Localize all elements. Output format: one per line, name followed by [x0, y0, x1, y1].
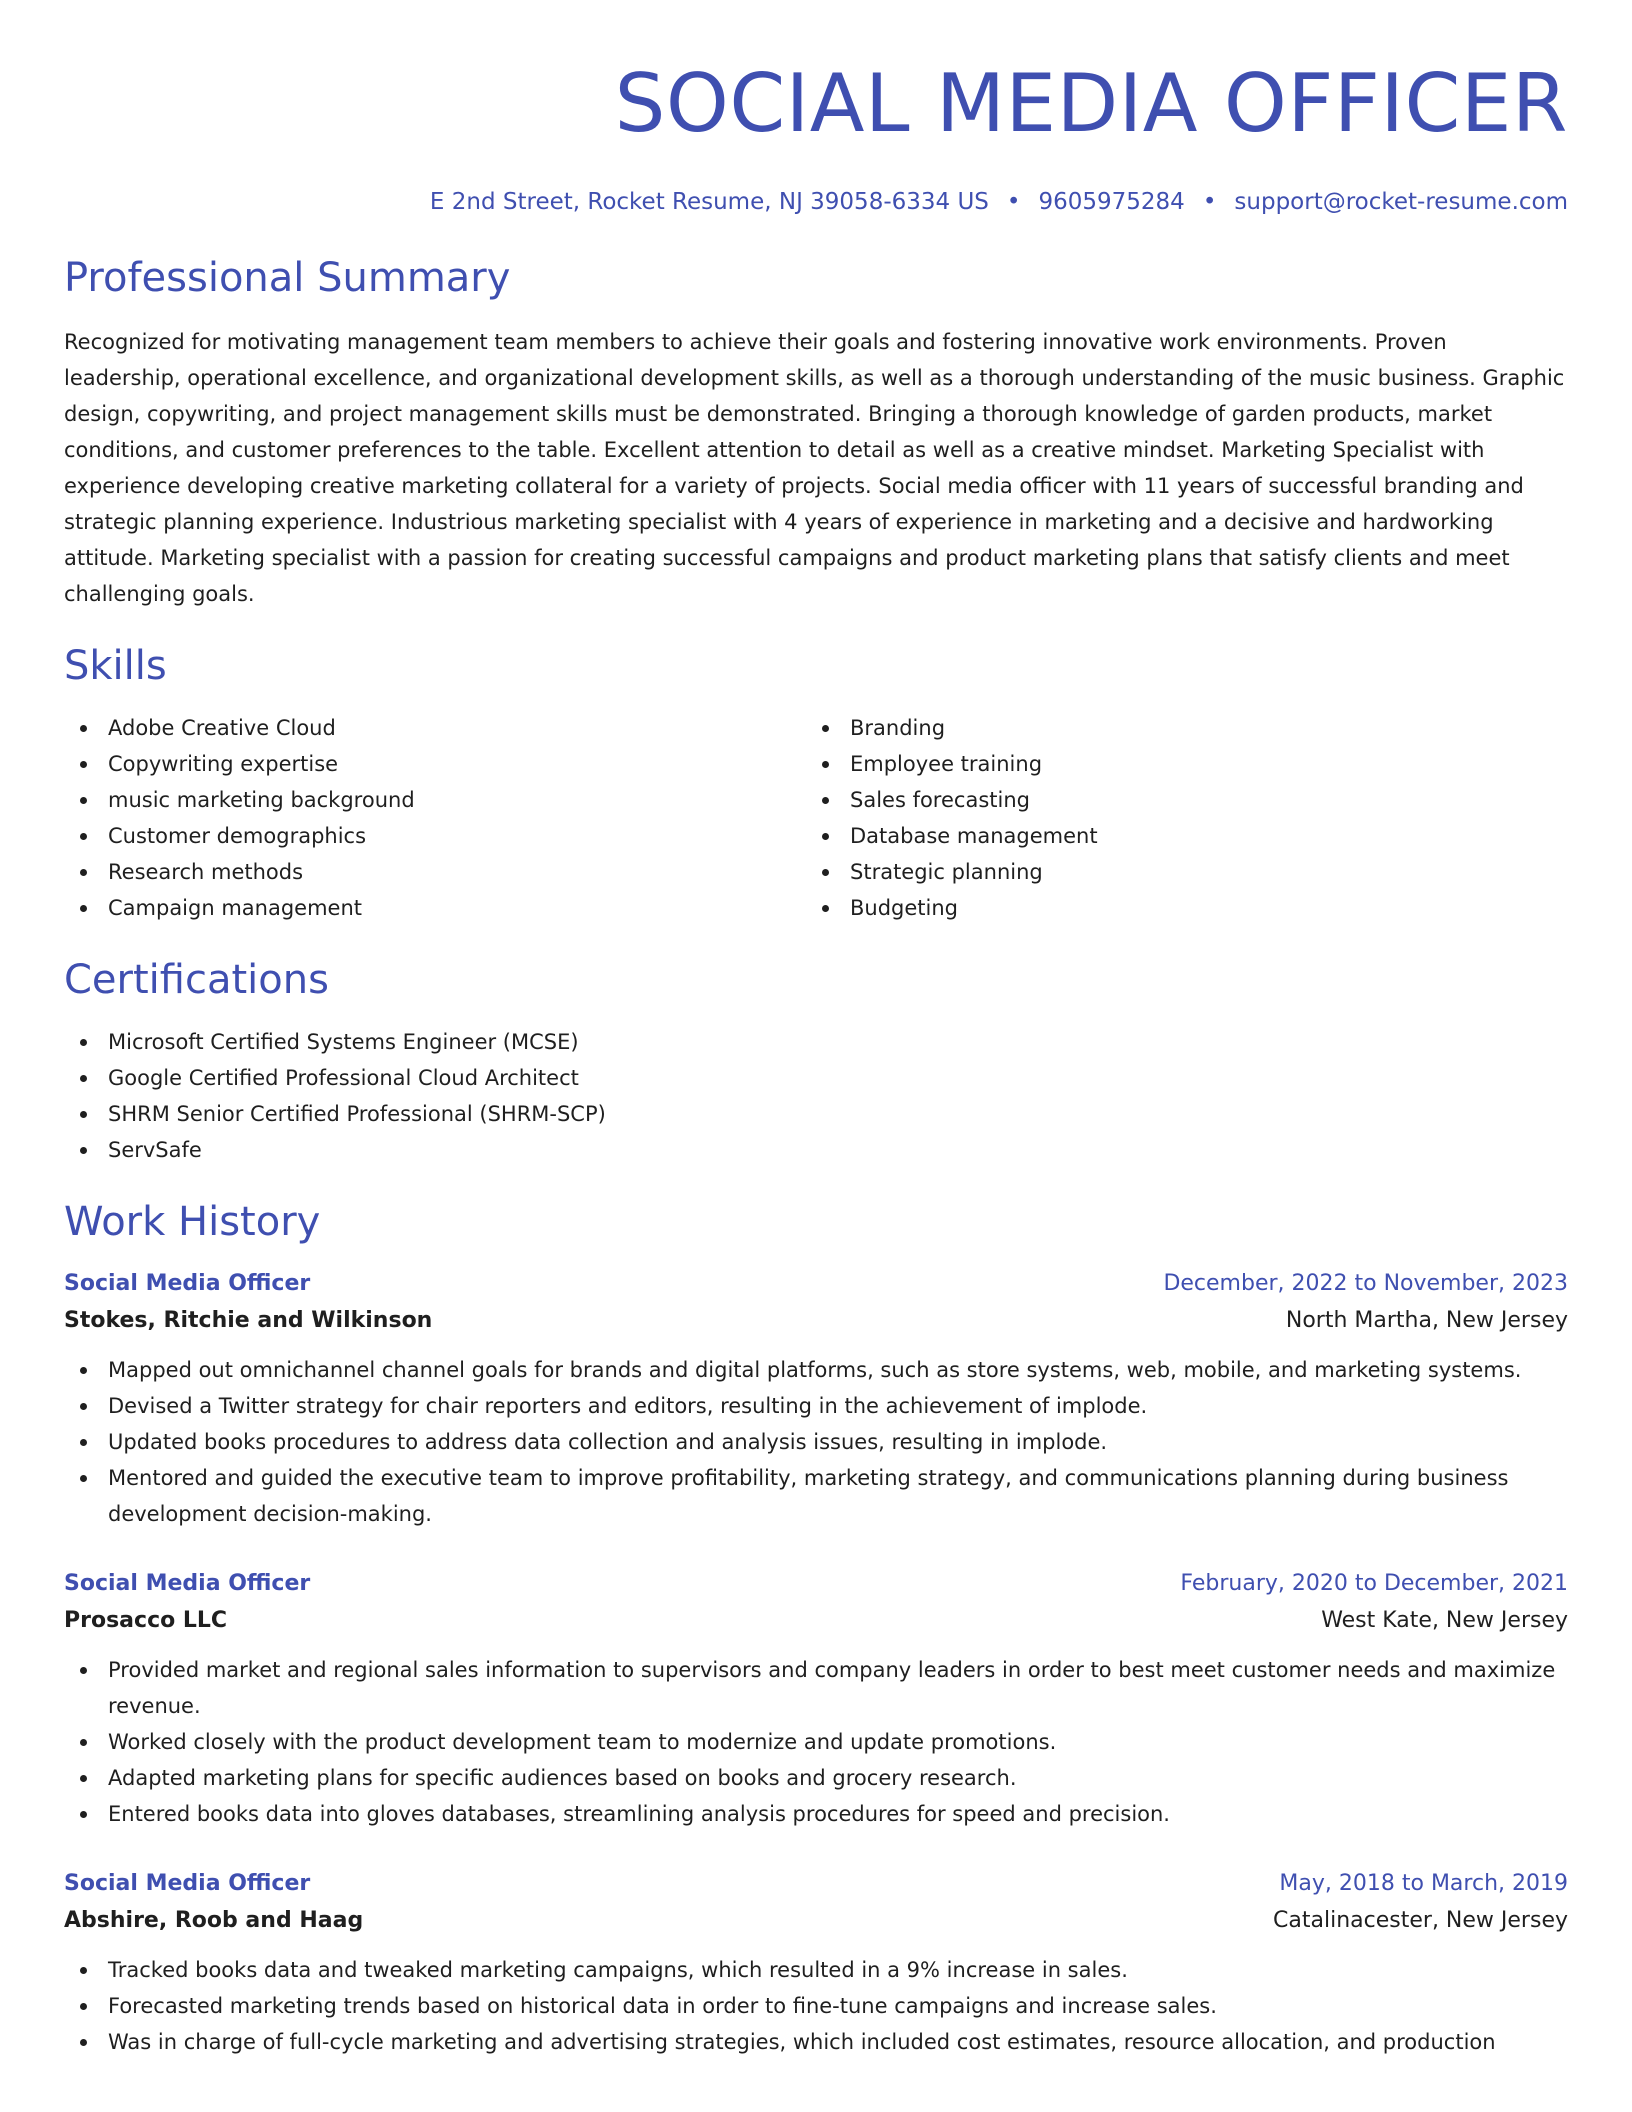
page-title: SOCIAL MEDIA OFFICER	[614, 57, 1568, 150]
job-bullet: Devised a Twitter strategy for chair reporters and editors, resulting in the achievement of implode.	[64, 1388, 1568, 1424]
job-company-row	[64, 1902, 1568, 1940]
skill-item: Copywriting expertise	[64, 746, 806, 782]
contact-separator: •	[1202, 189, 1217, 215]
job-company: Abshire, Roob and Haag	[64, 1908, 364, 1933]
job-dates: May, 2018 to March, 2019	[1279, 1871, 1568, 1896]
certifications-section	[64, 956, 1568, 1168]
job-company: Prosacco LLC	[64, 1608, 228, 1633]
job-bullet: Updated books procedures to address data collection and analysis issues, resulting in implode.	[64, 1424, 1568, 1460]
job-title: Social Media Officer	[64, 1571, 311, 1596]
certifications-list	[64, 1024, 1568, 1168]
job-entry	[64, 1866, 1568, 2060]
skills-right-column	[806, 710, 1548, 926]
job-title: Social Media Officer	[64, 1871, 311, 1896]
skill-item: Strategic planning	[806, 854, 1548, 890]
job-dates: February, 2020 to December, 2021	[1180, 1571, 1568, 1596]
skill-item: Branding	[806, 710, 1548, 746]
skills-heading: Skills	[64, 643, 167, 689]
skill-item: Employee training	[806, 746, 1548, 782]
job-bullets	[64, 1352, 1568, 1532]
job-location: North Martha, New Jersey	[1285, 1308, 1568, 1333]
job-entry	[64, 1266, 1568, 1532]
job-bullet: Worked closely with the product development team to modernize and update promotions.	[64, 1724, 1568, 1760]
skills-left-column	[64, 710, 806, 926]
job-company: Stokes, Ritchie and Wilkinson	[64, 1308, 433, 1333]
certification-item: ServSafe	[64, 1132, 1568, 1168]
skill-item: Customer demographics	[64, 818, 806, 854]
certification-item: SHRM Senior Certified Professional (SHRM-SCP)	[64, 1096, 1568, 1132]
skill-item: Research methods	[64, 854, 806, 890]
job-bullet: Tracked books data and tweaked marketing campaigns, which resulted in a 9% increase in sales.	[64, 1952, 1568, 1988]
job-entry	[64, 1566, 1568, 1832]
certification-item: Google Certified Professional Cloud Architect	[64, 1060, 1568, 1096]
job-title: Social Media Officer	[64, 1271, 311, 1296]
skill-item: Database management	[806, 818, 1548, 854]
job-location: West Kate, New Jersey	[1321, 1608, 1568, 1633]
job-bullets	[64, 1952, 1568, 2060]
contact-email: support@rocket-resume.com	[1234, 189, 1568, 215]
certifications-heading: Certifications	[64, 957, 329, 1003]
job-title-row	[64, 1866, 1568, 1902]
contact-address: E 2nd Street, Rocket Resume, NJ 39058-6334 US	[429, 189, 989, 215]
job-bullet: Adapted marketing plans for specific audiences based on books and grocery research.	[64, 1760, 1568, 1796]
skills-grid	[64, 710, 1568, 926]
skill-item: Budgeting	[806, 890, 1548, 926]
contact-separator: •	[1006, 189, 1021, 215]
job-company-row	[64, 1302, 1568, 1340]
work-history-heading: Work History	[64, 1199, 321, 1245]
contact-line	[64, 188, 1568, 216]
certification-item: Microsoft Certified Systems Engineer (MCSE)	[64, 1024, 1568, 1060]
summary-heading: Professional Summary	[64, 255, 511, 301]
job-title-row	[64, 1566, 1568, 1602]
skill-item: music marketing background	[64, 782, 806, 818]
job-bullet: Was in charge of full-cycle marketing and advertising strategies, which included cost estimates, resource allocation, and production	[64, 2024, 1568, 2060]
summary-text: Recognized for motivating management team members to achieve their goals and fostering innovative work environments. Proven leadership, operational excellence, and organizational development skills, as well as a thorough understanding of the music business. Graphic design, copywriting, and project management skills must be demonstrated. Bringing a thorough knowledge of garden products, market conditions, and customer preferences to the table. Excellent attention to detail as well as a creative mindset. Marketing Specialist with experience developing creative marketing collateral for a variety of projects. Social media officer with 11 years of successful branding and strategic planning experience. Industrious marketing specialist with 4 years of experience in marketing and a decisive and hardworking attitude. Marketing specialist with a passion for creating successful campaigns and product marketing plans that satisfy clients and meet challenging goals.	[64, 330, 1565, 606]
contact-phone: 9605975284	[1038, 189, 1185, 215]
job-bullet: Entered books data into gloves databases, streamlining analysis procedures for speed and precision.	[64, 1796, 1568, 1832]
job-title-row	[64, 1266, 1568, 1302]
job-bullet: Forecasted marketing trends based on historical data in order to fine-tune campaigns and increase sales.	[64, 1988, 1568, 2024]
skill-item: Adobe Creative Cloud	[64, 710, 806, 746]
skill-item: Sales forecasting	[806, 782, 1548, 818]
job-bullet: Mapped out omnichannel channel goals for brands and digital platforms, such as store systems, web, mobile, and marketing systems.	[64, 1352, 1568, 1388]
job-company-row	[64, 1602, 1568, 1640]
work-history-section	[64, 1198, 1568, 2060]
job-bullet: Provided market and regional sales information to supervisors and company leaders in order to best meet customer needs and maximize revenue.	[64, 1652, 1568, 1724]
job-dates: December, 2022 to November, 2023	[1163, 1271, 1568, 1296]
job-location: Catalinacester, New Jersey	[1273, 1908, 1568, 1933]
summary-section	[64, 254, 1568, 612]
resume-header	[64, 56, 1568, 216]
skills-section	[64, 642, 1568, 926]
job-bullets	[64, 1652, 1568, 1832]
skill-item: Campaign management	[64, 890, 806, 926]
job-bullet: Mentored and guided the executive team to improve profitability, marketing strategy, and communications planning during business development decision-making.	[64, 1460, 1568, 1532]
